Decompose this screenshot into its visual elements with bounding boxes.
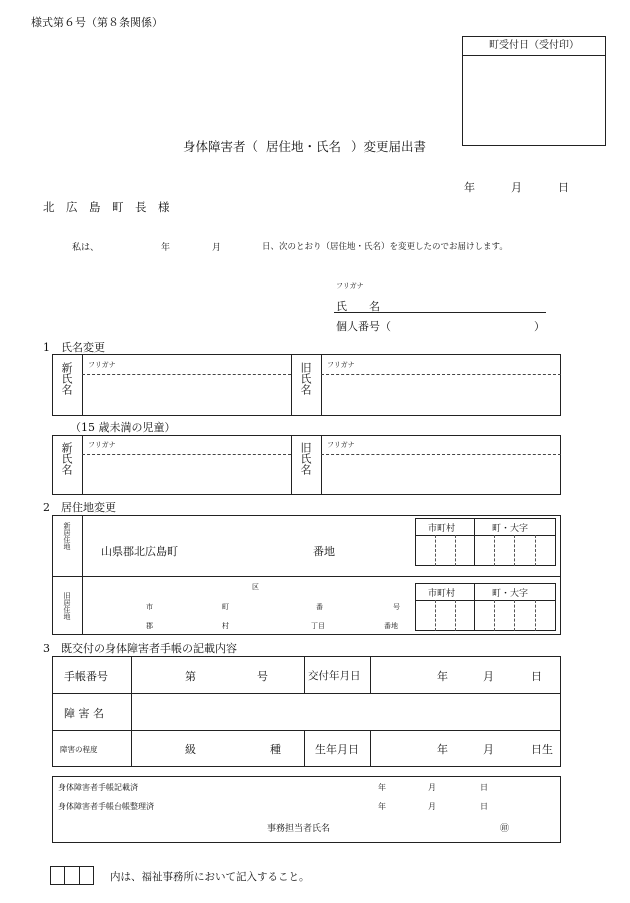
old-address-go: 号 — [393, 603, 400, 611]
degree-kyu: 級 — [185, 743, 196, 756]
old-address-banchi: 番地 — [384, 622, 398, 630]
title-suffix: ）変更届出書 — [351, 139, 427, 154]
applicant-id-close: ） — [534, 320, 545, 333]
office-line1-day: 日 — [480, 783, 488, 792]
issue-month: 月 — [483, 670, 494, 683]
disability-name-label: 障 害 名 — [64, 707, 104, 720]
section1-title: 1 氏名変更 — [43, 341, 105, 354]
office-line1: 身体障害者手帳記載済 — [58, 783, 138, 792]
office-line2-month: 月 — [428, 802, 436, 811]
old-name-label: 旧氏名 — [299, 362, 312, 395]
intro-month: 月 — [212, 243, 222, 253]
footer-note: 内は、福祉事務所において記入すること。 — [110, 871, 310, 883]
child-note: （15 歳未満の児童） — [70, 421, 176, 434]
title-prefix: 身体障害者（ — [183, 139, 259, 154]
office-line1-year: 年 — [378, 783, 386, 792]
document-title — [183, 137, 426, 155]
intro-year: 年 — [161, 243, 171, 253]
old-address-mura: 村 — [222, 622, 229, 630]
issue-day: 日 — [531, 670, 542, 683]
birth-month: 月 — [483, 743, 494, 756]
office-line1-month: 月 — [428, 783, 436, 792]
child-new-name-input[interactable] — [84, 457, 289, 493]
form-number: 様式第６号（第８条関係） — [31, 16, 163, 29]
birth-date-label: 生年月日 — [315, 743, 359, 756]
new-name-furigana: フリガナ — [88, 361, 116, 369]
date-year: 年 — [464, 181, 475, 194]
birth-year: 年 — [437, 743, 448, 756]
intro-lead: 私は、 — [72, 243, 100, 253]
old-address-input[interactable] — [90, 580, 410, 632]
new-code-town-label: 町・大字 — [492, 524, 529, 534]
old-address-ban: 番 — [316, 603, 323, 611]
date-month: 月 — [511, 181, 522, 194]
reception-stamp-box — [462, 36, 606, 146]
legend-box — [50, 866, 94, 885]
old-name-furigana: フリガナ — [327, 361, 355, 369]
title-middle: 居住地・氏名 — [266, 139, 342, 154]
office-line2-year: 年 — [378, 802, 386, 811]
new-address-label: 新居住地 — [63, 522, 71, 550]
old-address-chome: 丁目 — [311, 622, 325, 630]
child-old-name-label: 旧氏名 — [299, 442, 312, 475]
birth-day-suffix: 日生 — [531, 743, 553, 756]
staff-name-label: 事務担当者氏名 — [267, 824, 331, 834]
addressee: 北 広 島 町 長 様 — [43, 200, 170, 214]
old-address-ku: 区 — [252, 583, 259, 591]
disability-degree-input[interactable] — [133, 732, 302, 765]
new-name-input[interactable] — [84, 377, 289, 414]
issue-date-label: 交付年月日 — [308, 670, 361, 682]
section2-title: 2 居住地変更 — [43, 501, 116, 514]
reception-stamp-label: 町受付日（受付印） — [463, 37, 605, 56]
child-old-name-input[interactable] — [323, 457, 559, 493]
birth-date-input[interactable] — [372, 732, 522, 765]
old-code-municipality-label: 市町村 — [428, 589, 456, 599]
disability-name-input[interactable] — [133, 695, 559, 728]
disability-degree-label: 障害の程度 — [60, 745, 98, 754]
issue-date-input[interactable] — [372, 658, 559, 691]
child-new-name-label: 新氏名 — [60, 442, 73, 475]
date-day: 日 — [558, 181, 569, 194]
notebook-go: 号 — [257, 670, 268, 683]
old-code-town-label: 町・大字 — [492, 589, 529, 599]
degree-shu: 種 — [270, 743, 281, 756]
new-address-prefecture: 山県郡北広島町 — [101, 545, 178, 558]
issue-year: 年 — [437, 670, 448, 683]
old-name-input[interactable] — [323, 377, 559, 414]
notebook-number-label: 手帳番号 — [64, 670, 108, 683]
applicant-name-label: 氏 名 — [336, 300, 380, 313]
old-address-shi: 市 — [146, 603, 153, 611]
applicant-furigana-label: フリガナ — [336, 282, 364, 290]
applicant-id-label: 個人番号（ — [336, 320, 391, 333]
section3-title: 3 既交付の身体障害者手帳の記載内容 — [43, 642, 237, 655]
intro-rest: 日、次のとおり（居住地・氏名）を変更したのでお届けします。 — [262, 242, 508, 252]
office-line2-day: 日 — [480, 802, 488, 811]
new-address-banchi: 番地 — [313, 545, 335, 558]
child-old-name-furigana: フリガナ — [327, 441, 355, 449]
new-name-label: 新氏名 — [60, 362, 73, 395]
child-new-name-furigana: フリガナ — [88, 441, 116, 449]
notebook-number-input[interactable] — [133, 658, 302, 691]
old-address-machi: 町 — [222, 603, 229, 611]
old-address-label: 旧居住地 — [63, 592, 71, 620]
applicant-name-line — [334, 312, 546, 313]
office-line2: 身体障害者手帳台帳整理済 — [58, 802, 154, 811]
seal-mark: ㊞ — [500, 824, 510, 834]
new-code-municipality-label: 市町村 — [428, 524, 456, 534]
notebook-dai: 第 — [185, 670, 196, 683]
old-address-gun: 郡 — [146, 622, 153, 630]
new-address-input[interactable] — [180, 520, 410, 572]
